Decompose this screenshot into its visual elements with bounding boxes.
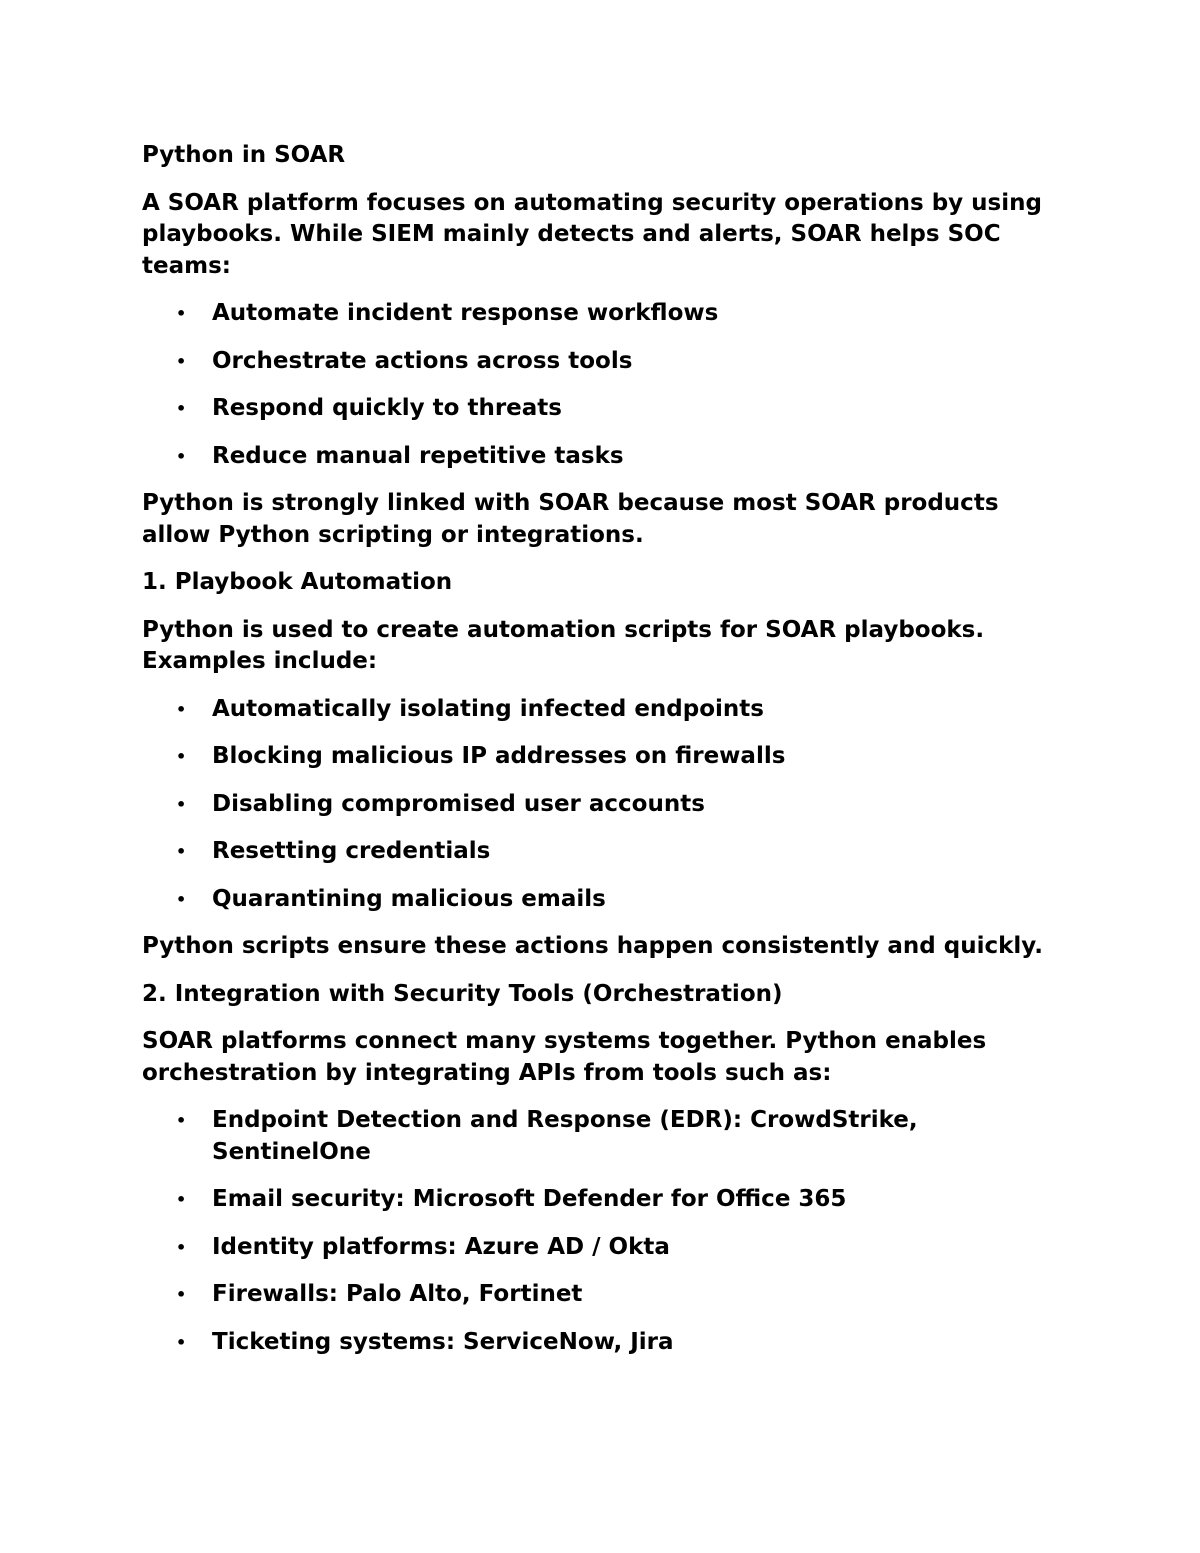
- bullet-icon: •: [176, 1111, 187, 1130]
- list-item-text: Ticketing systems: ServiceNow, Jira: [212, 1328, 674, 1355]
- list-item-text: Endpoint Detection and Response (EDR): CrowdStrike, SentinelOne: [212, 1107, 918, 1165]
- list-item: [142, 298, 1052, 330]
- section1-list: [142, 694, 1052, 916]
- list-item-text: Quarantining malicious emails: [212, 885, 606, 912]
- section1-body: Python is used to create automation scripts for SOAR playbooks. Examples include:: [142, 616, 985, 674]
- list-item: [142, 393, 1052, 425]
- bullet-icon: •: [176, 1190, 187, 1209]
- bullet-icon: •: [176, 794, 187, 814]
- section1-heading: 1. Playbook Automation: [142, 569, 453, 595]
- bullet-icon: •: [176, 351, 187, 371]
- section2-heading: 2. Integration with Security Tools (Orchestration): [142, 980, 783, 1007]
- list-item-text: Reduce manual repetitive tasks: [212, 442, 624, 469]
- bullet-icon: •: [176, 304, 187, 323]
- python-link-paragraph: Python is strongly linked with SOAR because most SOAR products allow Python scripting or integrations.: [142, 490, 999, 548]
- list-item: [142, 1184, 1052, 1216]
- list-item: [142, 694, 1052, 726]
- section1-closing: Python scripts ensure these actions happen consistently and quickly.: [142, 933, 1043, 959]
- list-item: [142, 836, 1052, 868]
- bullet-icon: •: [176, 842, 187, 861]
- document-content: [142, 140, 1052, 1374]
- list-item: [142, 1232, 1052, 1264]
- list-item-text: Firewalls: Palo Alto, Fortinet: [212, 1281, 583, 1307]
- bullet-icon: •: [176, 446, 187, 466]
- list-item-text: Automate incident response workflows: [212, 300, 719, 326]
- list-item-text: Identity platforms: Azure AD / Okta: [212, 1233, 670, 1260]
- bullet-icon: •: [176, 1285, 187, 1304]
- section2-list: [142, 1105, 1052, 1358]
- list-item: [142, 789, 1052, 821]
- list-item-text: Disabling compromised user accounts: [212, 790, 705, 817]
- bullet-icon: •: [176, 399, 187, 418]
- bullet-icon: •: [176, 1332, 187, 1352]
- list-item: [142, 1279, 1052, 1311]
- list-item: [142, 346, 1052, 378]
- list-item: [142, 1327, 1052, 1359]
- bullet-icon: •: [176, 1237, 187, 1257]
- document-title: Python in SOAR: [142, 142, 346, 168]
- list-item-text: Automatically isolating infected endpoints: [212, 695, 764, 722]
- section2-body: SOAR platforms connect many systems together. Python enables orchestration by integrating APIs from tools such as:: [142, 1028, 987, 1086]
- list-item: [142, 884, 1052, 916]
- bullet-icon: •: [176, 747, 187, 766]
- bullet-icon: •: [176, 889, 187, 909]
- list-item-text: Respond quickly to threats: [212, 395, 562, 421]
- list-item: [142, 1105, 1052, 1168]
- list-item-text: Blocking malicious IP addresses on firewalls: [212, 743, 786, 769]
- list-item-text: Resetting credentials: [212, 838, 491, 864]
- list-item: [142, 441, 1052, 473]
- intro-list: [142, 298, 1052, 472]
- list-item: [142, 741, 1052, 773]
- list-item-text: Orchestrate actions across tools: [212, 347, 633, 374]
- list-item-text: Email security: Microsoft Defender for Office 365: [212, 1186, 847, 1212]
- bullet-icon: •: [176, 699, 187, 719]
- intro-paragraph: A SOAR platform focuses on automating security operations by using playbooks. While SIEM mainly detects and alerts, SOAR helps SOC teams:: [142, 189, 1042, 279]
